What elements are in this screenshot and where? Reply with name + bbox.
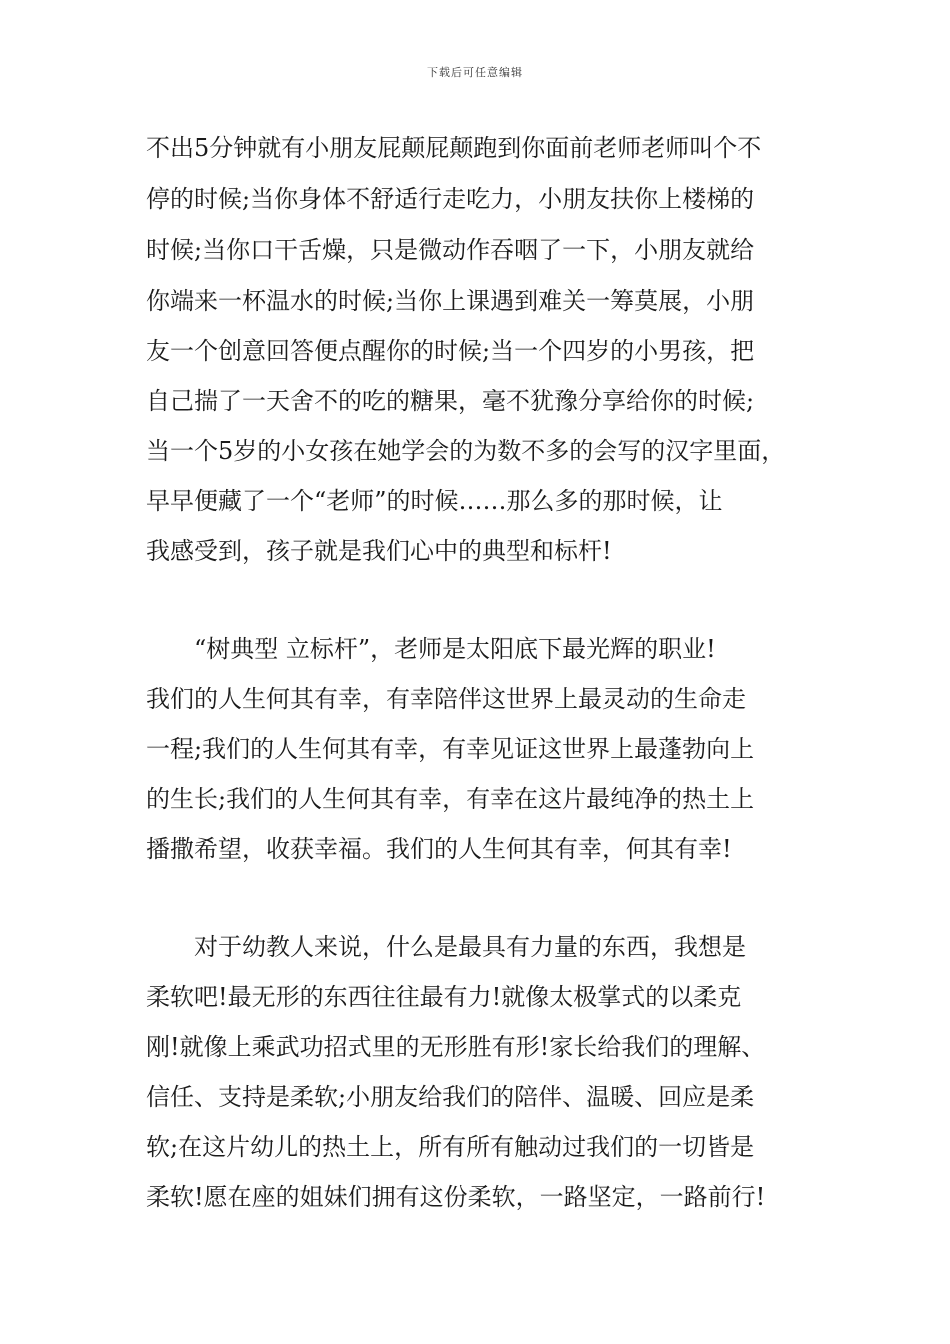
- text-line-content: 友一个创意回答便点醒你的时候;当一个四岁的小男孩，把: [146, 337, 755, 365]
- text-line-content: 我感受到，孩子就是我们心中的典型和标杆!: [146, 537, 612, 565]
- text-line-content: 不出5分钟就有小朋友屁颠屁颠跑到你面前老师老师叫个不: [146, 134, 762, 162]
- text-line-content: 的生长;我们的人生何其有幸，有幸在这片最纯净的热土上: [146, 785, 755, 813]
- text-line-content: 早早便藏了一个“老师”的时候……那么多的那时候，让: [146, 487, 723, 515]
- text-line-content: 自己揣了一天舍不的吃的糖果，毫不犹豫分享给你的时候;: [146, 387, 755, 415]
- text-line-content: 柔软吧!最无形的东西往往最有力!就像太极掌式的以柔克: [146, 983, 742, 1011]
- text-line-content: 柔软!愿在座的姐妹们拥有这份柔软，一路坚定，一路前行!: [146, 1183, 766, 1211]
- text-line-content: 一程;我们的人生何其有幸，有幸见证这世界上最蓬勃向上: [146, 735, 755, 763]
- text-line-content: “树典型 立标杆”，老师是太阳底下最光辉的职业!: [194, 635, 716, 663]
- text-line-content: 我们的人生何其有幸，有幸陪伴这世界上最灵动的生命走: [146, 685, 746, 713]
- text-line-content: 播撒希望，收获幸福。我们的人生何其有幸，何其有幸!: [146, 835, 732, 863]
- text-line-content: 刚!就像上乘武功招式里的无形胜有形!家长给我们的理解、: [146, 1033, 766, 1061]
- text-line-content: 你端来一杯温水的时候;当你上课遇到难关一筹莫展，小朋: [146, 287, 755, 315]
- text-line-content: 信任、支持是柔软;小朋友给我们的陪伴、温暖、回应是柔: [146, 1083, 755, 1111]
- text-line-content: 当一个5岁的小女孩在她学会的为数不多的会写的汉字里面，: [146, 437, 786, 465]
- text-line-content: 停的时候;当你身体不舒适行走吃力，小朋友扶你上楼梯的: [146, 185, 755, 213]
- text-line-content: 时候;当你口干舌燥，只是微动作吞咽了一下，小朋友就给: [146, 236, 755, 264]
- text-line-content: 对于幼教人来说，什么是最具有力量的东西，我想是: [194, 933, 746, 961]
- text-line-content: 软;在这片幼儿的热土上，所有所有触动过我们的一切皆是: [146, 1133, 755, 1161]
- page-header: 下载后可任意编辑: [427, 66, 523, 79]
